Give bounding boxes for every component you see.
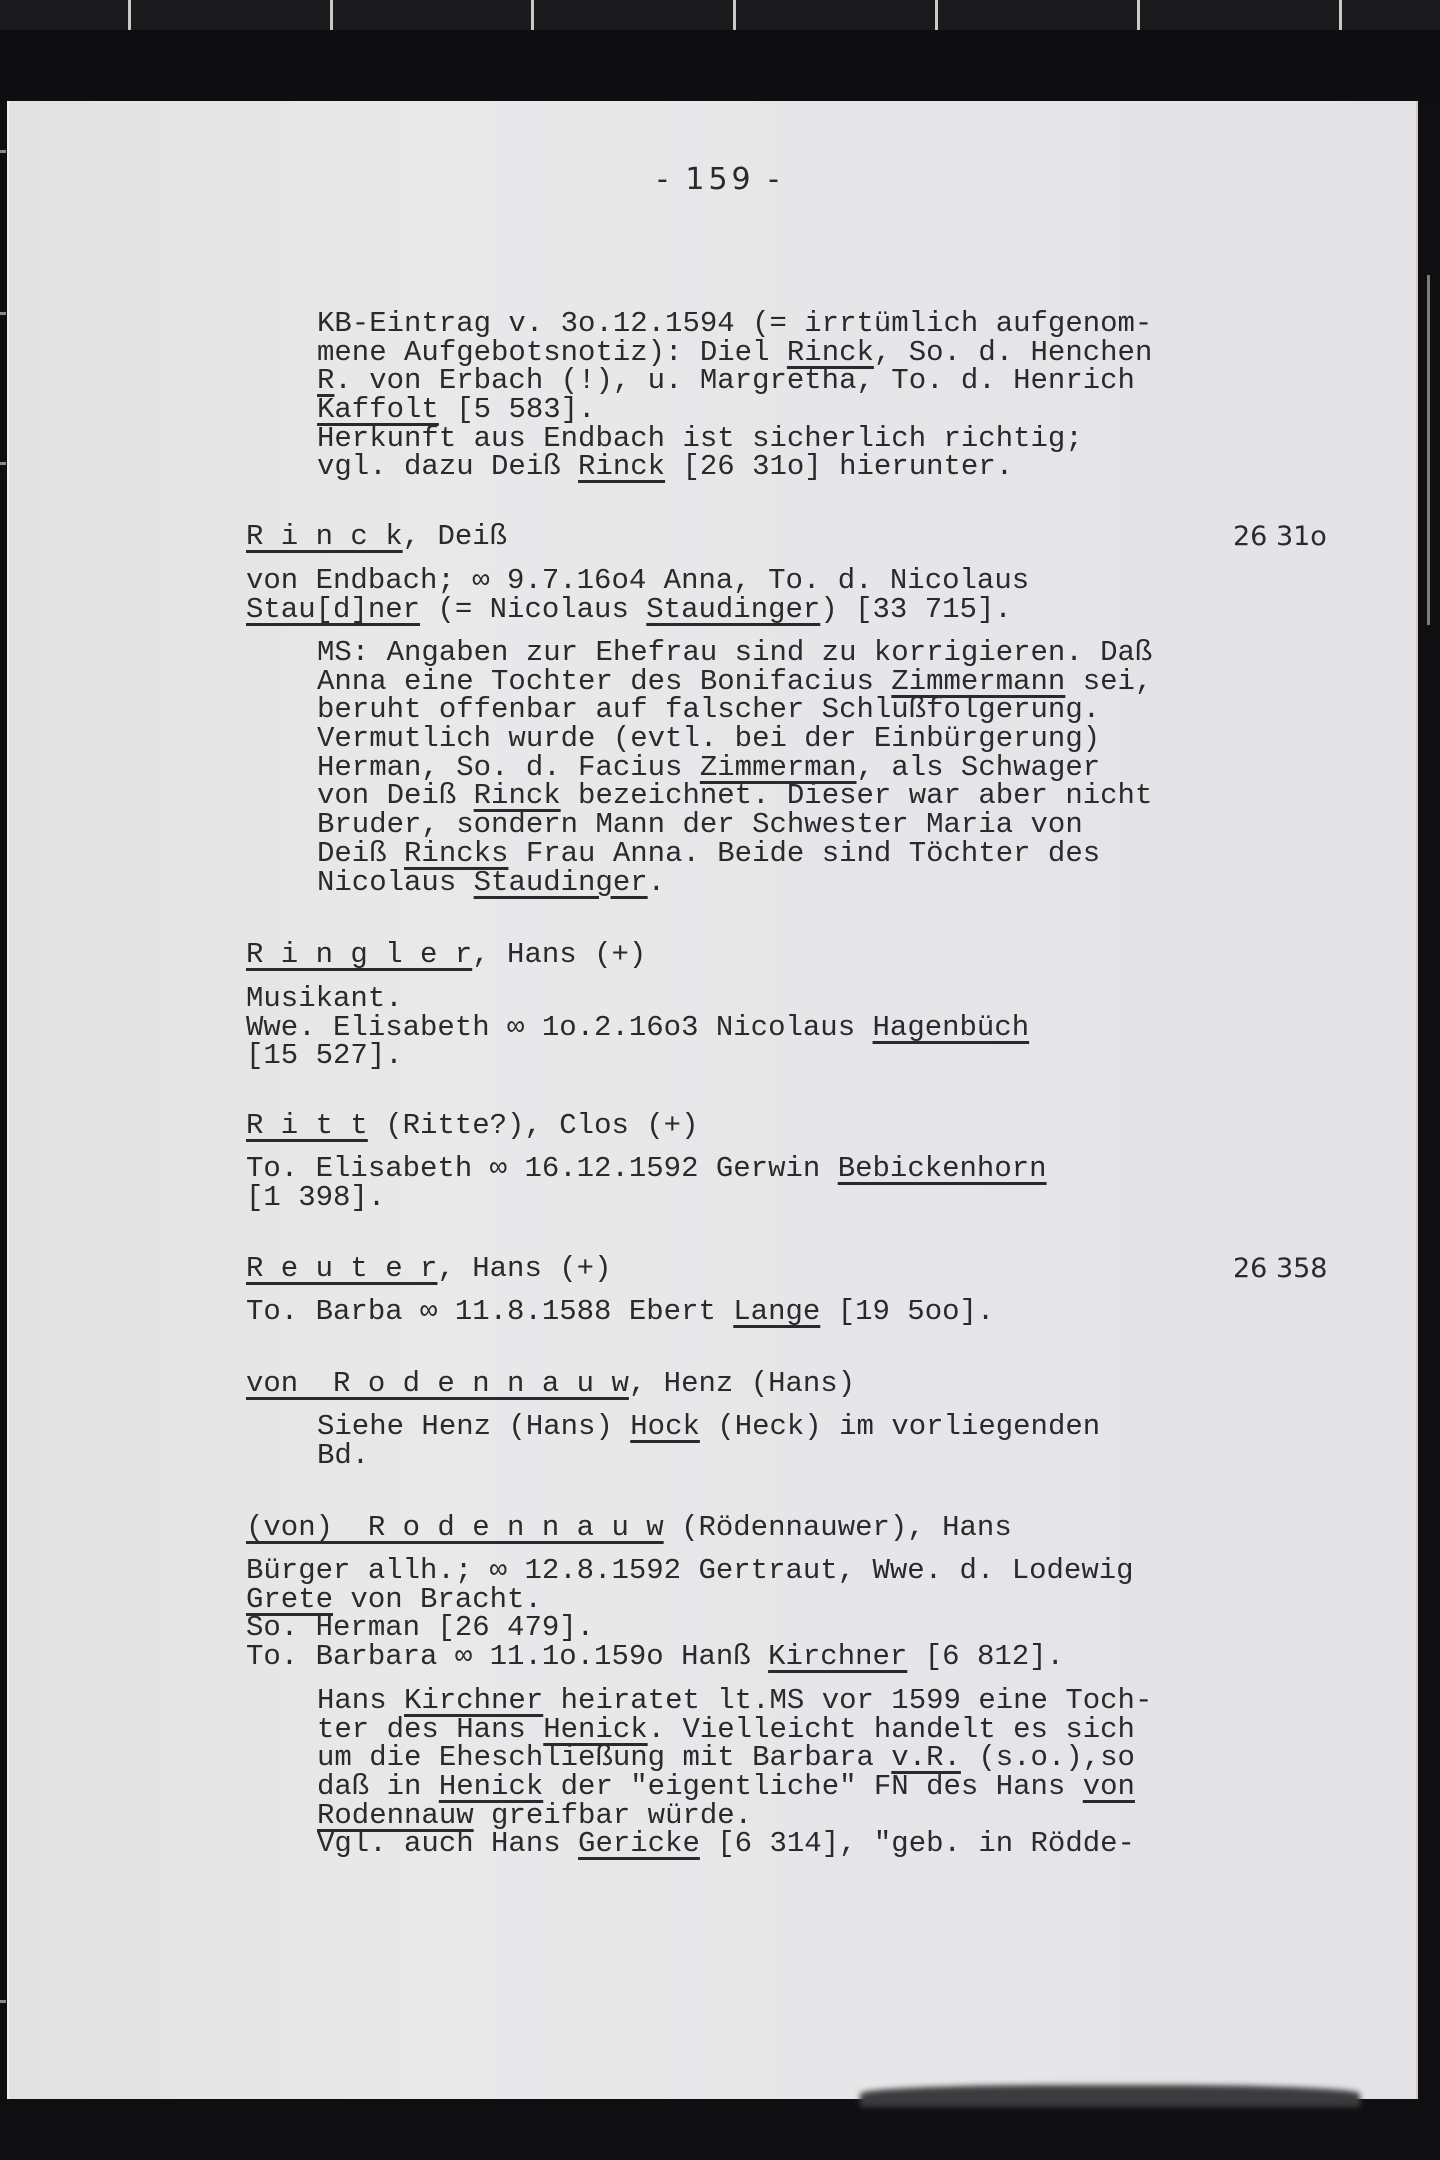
text-line: [317, 1410, 1101, 1443]
underlined-name: von: [1082, 1770, 1135, 1804]
entry-ref-rinck-deiss: 26 31o: [1233, 521, 1327, 552]
text-run: von Deiß: [317, 779, 474, 813]
text-line: [246, 1180, 1047, 1214]
text-run: Bd.: [317, 1438, 370, 1472]
underlined-name: Kirchner: [768, 1640, 908, 1674]
text-line: [246, 1109, 699, 1142]
film-strip-top: [0, 0, 1440, 30]
text-run: von Bracht.: [333, 1582, 542, 1616]
text-run: von Endbach; ∞ 9.7.16o4 Anna, To. d. Nicolaus: [246, 564, 1030, 597]
text-run: , Hans (+): [437, 1252, 612, 1285]
intro-note: [317, 307, 1153, 484]
text-run: Siehe Henz (Hans): [317, 1410, 631, 1443]
text-run: [26 31o] hierunter.: [665, 450, 1014, 484]
text-run: , als Schwager: [856, 750, 1101, 784]
underlined-name: Staudinger: [473, 865, 648, 899]
text-run: heiratet lt.MS vor 1599 eine Toch-: [543, 1684, 1153, 1717]
entry-heading-rodennauw-hans: [246, 1511, 1012, 1544]
text-line: [317, 750, 1152, 784]
text-run: Bruder, sondern Mann der Schwester Maria von: [317, 808, 1083, 842]
entry-body-reuter: [246, 1295, 995, 1328]
text-line: [246, 982, 1029, 1015]
text-run: , Deiß: [402, 520, 508, 553]
underlined-name: Staudinger: [646, 592, 821, 626]
underlined-name: R e u t e r: [246, 1252, 438, 1285]
underlined-name: Lange: [733, 1295, 821, 1328]
film-side-mark: [0, 150, 6, 153]
text-line: [317, 1827, 1152, 1861]
text-line: [317, 865, 1152, 899]
underlined-name: Rincks: [404, 836, 509, 870]
text-run: To. Barbara ∞ 11.1o.159o Hanß: [246, 1640, 769, 1674]
film-tick: [733, 0, 736, 30]
text-line: [317, 636, 1153, 669]
text-run: Bürger allh.; ∞ 12.8.1592 Gertraut, Wwe. d. Lodewig: [246, 1554, 1134, 1587]
text-line: [317, 450, 1152, 484]
text-line: [317, 1438, 1100, 1472]
text-run: , Hans (+): [472, 938, 647, 971]
entry-body-ritt: [246, 1152, 1047, 1214]
text-line: [317, 393, 1152, 427]
underlined-name: Kaffolt: [317, 393, 439, 427]
text-run: Deiß: [317, 836, 405, 870]
film-tick: [128, 0, 131, 30]
film-tick: [531, 0, 534, 30]
underlined-name: Hagenbüch: [872, 1010, 1030, 1044]
film-tick: [935, 0, 938, 30]
film-tick: [1339, 0, 1342, 30]
text-line: [317, 364, 1152, 398]
text-run: . Vielleicht handelt es sich: [647, 1712, 1135, 1746]
text-run: beruht offenbar auf falscher Schlußfolgerung.: [317, 693, 1101, 727]
text-line: [317, 836, 1152, 870]
entry-note-rinck-deiss: [317, 636, 1153, 899]
film-side-mark: [0, 462, 6, 465]
text-line: [246, 1295, 995, 1328]
page-number: - 159 -: [657, 162, 783, 197]
entry-heading-ritt: [246, 1109, 699, 1142]
text-run: Vgl. auch Hans: [317, 1827, 579, 1861]
text-line: [246, 1582, 1134, 1616]
film-side-mark: [0, 312, 6, 315]
entry-body-rinck-deiss: [246, 564, 1030, 626]
text-line: [246, 592, 1029, 626]
text-line: [246, 1152, 1047, 1185]
text-run: mene Aufgebotsnotiz): Diel: [317, 335, 787, 369]
text-run: Herman, So. d. Facius: [317, 750, 700, 784]
text-line: [246, 1611, 1134, 1645]
text-line: [246, 1039, 1029, 1073]
underlined-name: Rinck: [473, 779, 561, 813]
text-run: [1 398].: [246, 1180, 386, 1214]
text-run: .: [647, 865, 666, 899]
text-run: der "eigentliche" FN des Hans: [543, 1770, 1083, 1804]
page-bottom-shadow: [860, 2085, 1360, 2107]
underlined-name: R i t t: [246, 1109, 368, 1142]
text-line: [317, 1741, 1152, 1775]
underlined-name: Bebickenhorn: [837, 1152, 1047, 1185]
underlined-name: Henick: [543, 1712, 648, 1746]
text-run: [19 5oo].: [820, 1295, 995, 1328]
text-run: (Rödennauwer), Hans: [663, 1511, 1012, 1544]
film-tick: [330, 0, 333, 30]
entry-heading-rodennauw-henz: [246, 1367, 856, 1400]
text-line: [317, 808, 1152, 842]
text-run: [6 314], "geb. in Rödde-: [699, 1827, 1135, 1861]
text-run: [6 812].: [907, 1640, 1064, 1674]
underlined-name: Henick: [438, 1770, 544, 1804]
text-line: [317, 693, 1152, 727]
text-run: Wwe. Elisabeth ∞ 1o.2.16o3 Nicolaus: [246, 1010, 873, 1044]
text-run: Nicolaus: [317, 865, 474, 899]
text-run: bezeichnet. Dieser war aber nicht: [560, 779, 1153, 813]
text-line: [317, 335, 1153, 369]
text-run: (s.o.),so: [960, 1741, 1135, 1775]
text-run: Herkunft aus Endbach ist sicherlich richtig;: [317, 421, 1083, 455]
text-run: [5 583].: [438, 393, 596, 427]
text-line: [317, 779, 1153, 813]
text-line: [317, 722, 1152, 756]
entry-heading-rinck-deiss: [246, 520, 508, 553]
text-run: daß in: [317, 1770, 439, 1804]
underlined-name: Zimmerman: [699, 750, 857, 784]
text-line: [317, 664, 1153, 698]
text-run: sei,: [1065, 664, 1153, 698]
film-side-mark: [0, 2000, 6, 2003]
text-line: [317, 1798, 1152, 1832]
film-tick: [1137, 0, 1140, 30]
underlined-name: Kirchner: [404, 1684, 544, 1717]
text-run: (Heck) im vorliegenden: [699, 1410, 1101, 1443]
text-run: , Henz (Hans): [628, 1367, 856, 1400]
text-line: [246, 1511, 1012, 1544]
text-line: [246, 1554, 1134, 1587]
text-line: [317, 1712, 1152, 1746]
underlined-name: Rodennauw: [317, 1798, 474, 1832]
text-run: , So. d. Henchen: [873, 335, 1153, 369]
text-run: [15 527].: [246, 1039, 403, 1073]
entry-body-rodennauw-hans: [246, 1554, 1134, 1674]
underlined-name: Rinck: [578, 450, 666, 484]
text-line: [317, 421, 1152, 455]
text-run: Frau Anna. Beide sind Töchter des: [508, 836, 1101, 870]
text-run: greifbar würde.: [473, 1798, 753, 1832]
text-line: [246, 564, 1030, 597]
text-run: (= Nicolaus: [420, 592, 647, 626]
text-line: [246, 520, 508, 553]
text-run: (Ritte?), Clos (+): [367, 1109, 699, 1142]
underlined-name: Rinck: [786, 335, 874, 369]
text-line: [246, 938, 647, 971]
text-line: [317, 1770, 1152, 1804]
text-line: [246, 1640, 1134, 1674]
text-line: [246, 1010, 1030, 1044]
text-line: [317, 307, 1153, 340]
text-run: Musikant.: [246, 982, 403, 1015]
text-run: To. Elisabeth ∞ 16.12.1592 Gerwin: [246, 1152, 838, 1185]
text-run: ter des Hans: [317, 1712, 544, 1746]
film-band: [0, 30, 1440, 102]
text-run: KB-Eintrag v. 3o.12.1594 (= irrtümlich aufgenom-: [317, 307, 1153, 340]
underlined-name: v.R.: [891, 1741, 961, 1775]
entry-heading-reuter: [246, 1252, 612, 1285]
underlined-name: Grete: [246, 1582, 334, 1616]
text-line: [317, 1684, 1153, 1717]
entry-body-ringler: [246, 982, 1030, 1073]
underlined-name: R i n c k: [246, 520, 403, 553]
text-run: Vermutlich wurde (evtl. bei der Einbürgerung): [317, 722, 1101, 756]
underlined-name: Hock: [630, 1410, 700, 1443]
underlined-name: (von) R o d e n n a u w: [246, 1511, 664, 1544]
text-run: MS: Angaben zur Ehefrau sind zu korrigieren. Daß: [317, 636, 1153, 669]
underlined-name: R: [317, 364, 335, 398]
text-run: . von Erbach (!), u. Margretha, To. d. Henrich: [334, 364, 1135, 398]
text-run: So. Herman [26 479].: [246, 1611, 595, 1645]
text-line: [246, 1367, 856, 1400]
underlined-name: R i n g l e r: [246, 938, 473, 971]
entry-note-rodennauw-henz: [317, 1410, 1101, 1472]
underlined-name: Zimmermann: [891, 664, 1066, 698]
underlined-name: von R o d e n n a u w: [246, 1367, 629, 1400]
text-run: ) [33 715].: [820, 592, 1012, 626]
text-run: Anna eine Tochter des Bonifacius: [317, 664, 892, 698]
entry-heading-ringler: [246, 938, 647, 971]
underlined-name: Stau[d]ner: [246, 592, 421, 626]
entry-ref-reuter: 26 358: [1233, 1253, 1328, 1284]
underlined-name: Gericke: [578, 1827, 700, 1861]
text-line: [246, 1252, 612, 1285]
text-run: um die Eheschließung mit Barbara: [317, 1741, 892, 1775]
entry-note-rodennauw-hans: [317, 1684, 1153, 1861]
text-run: Hans: [317, 1684, 405, 1717]
text-run: To. Barba ∞ 11.8.1588 Ebert: [246, 1295, 734, 1328]
page-edge-mark: [1427, 275, 1430, 625]
text-run: vgl. dazu Deiß: [317, 450, 579, 484]
